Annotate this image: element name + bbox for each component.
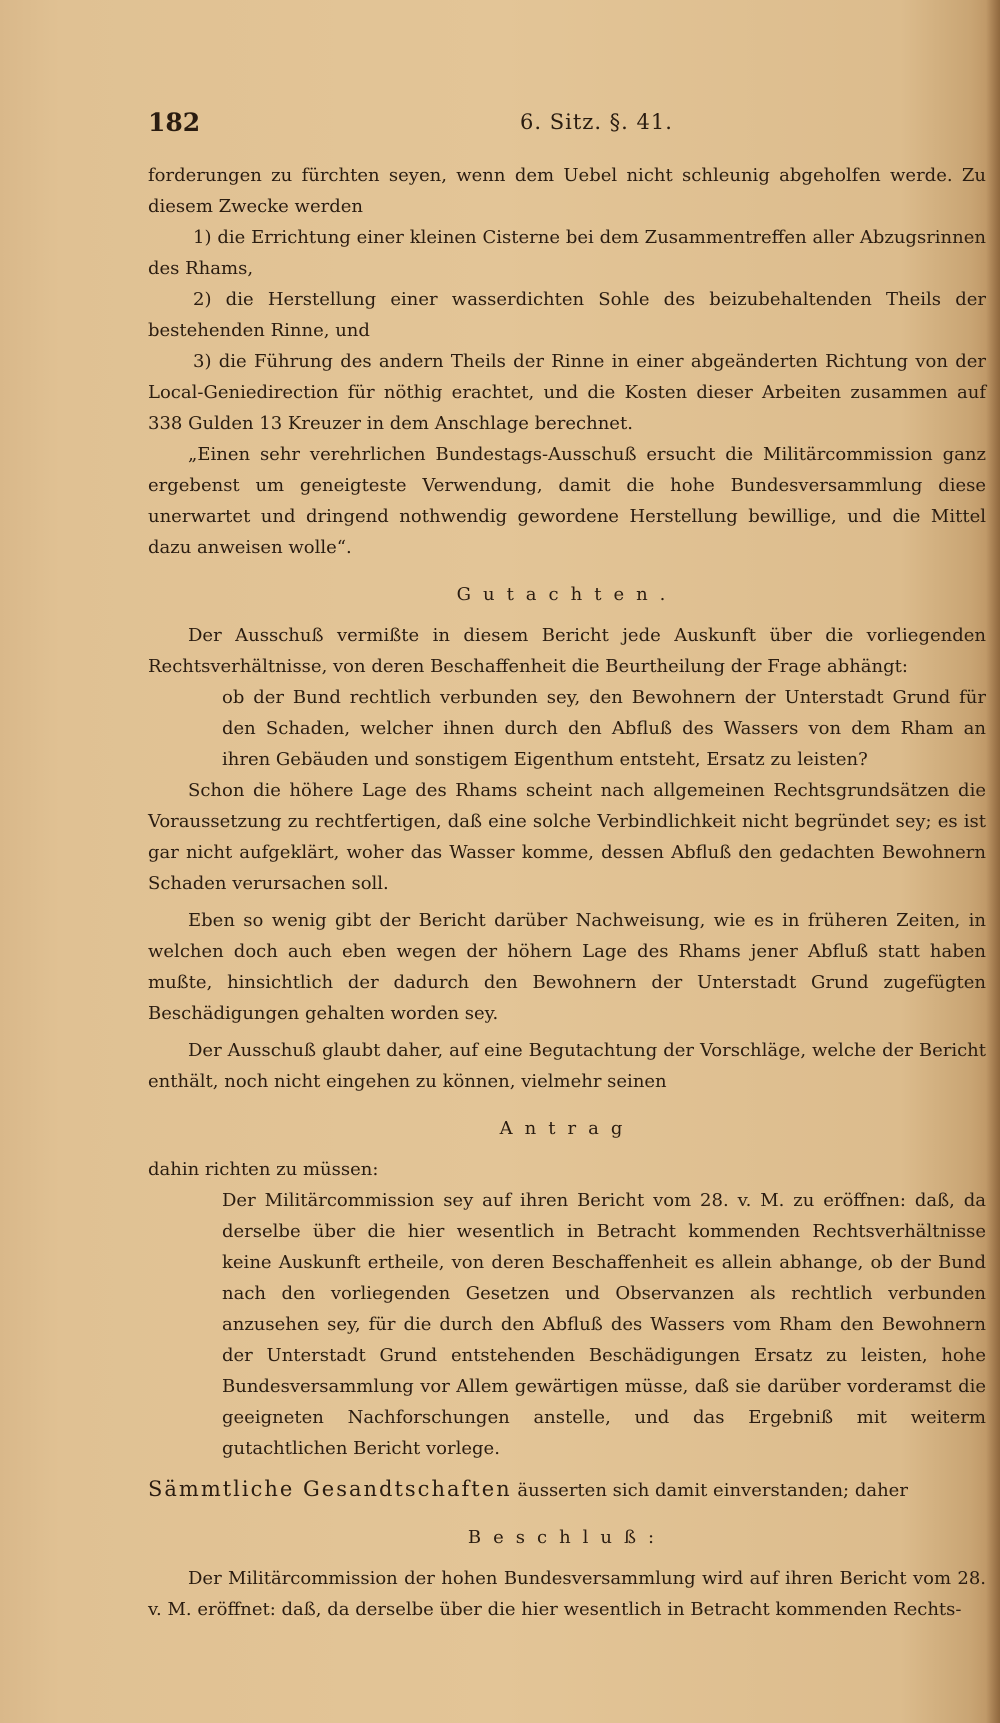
embassies-rest: äusserten sich damit einverstanden; daher <box>511 1480 908 1501</box>
page-number: 182 <box>148 108 201 137</box>
paragraph-history: Eben so wenig gibt der Bericht darüber Nachweisung, wie es in früheren Zeiten, in welchen doch auch eben wegen der höhern Lage des Rhams jener Abfluß statt haben mußte, hinsichtlich der dadurch den Bewohnern der Unterstadt Grund zugefügten Beschädigungen gehalten worden sey. <box>148 910 986 1024</box>
proposal-paragraph: Der Militärcommission sey auf ihren Bericht vom 28. v. M. zu eröffnen: daß, da derselbe über die hier wesentlich in Betracht kommenden Rechtsverhältnisse keine Auskunft ertheile, von deren Beschaffenheit es allein abhange, ob der Bund nach den vorliegenden Gesetzen und Observanzen als rechtlich verbunden anzusehen sey, für die durch den Abfluß des Wassers vom Rham den Bewohnern der Unterstadt Grund entstehenden Beschädigungen Ersatz zu leisten, hohe Bundesversammlung vor Allem gewärtigen müsse, daß sie darüber vorderamst die geeigneten Nachforschungen anstelle, und das Ergebniß mit weiterm gutachtlichen Bericht vorlege. <box>222 1190 986 1459</box>
embassies-lead: Sämmtliche Gesandtschaften <box>148 1477 512 1501</box>
page-body <box>148 160 986 1625</box>
quote-paragraph: „Einen sehr verehrlichen Bundestags-Ausschuß ersucht die Militärcommission ganz ergebenst um geneigteste Verwendung, damit die hohe Bundesversammlung diese unerwartet und dringend nothwendig gewordene Herstellung bewillige, und die Mittel dazu anweisen wolle“. <box>148 444 986 558</box>
running-head: 6. Sitz. §. 41. <box>520 110 673 134</box>
paragraph-intro: forderungen zu fürchten seyen, wenn dem Uebel nicht schleunig abgeholfen werde. Zu diesem Zwecke werden <box>148 165 986 217</box>
heading-antrag: Antrag <box>499 1118 635 1139</box>
paragraph-location: Schon die höhere Lage des Rhams scheint nach allgemeinen Rechtsgrundsätzen die Voraussetzung zu rechtfertigen, daß eine solche Verbindlichkeit nicht begründet sey; es ist gar nicht aufgeklärt, woher das Wasser komme, dessen Abfluß den gedachten Bewohnern Schaden verursachen soll. <box>148 780 986 894</box>
heading-beschluss: Beschluß: <box>467 1527 667 1548</box>
paragraph-conclusion: Der Ausschuß glaubt daher, auf eine Begutachtung der Vorschläge, welche der Bericht enthält, noch nicht eingehen zu können, vielmehr seinen <box>148 1040 986 1092</box>
list-item-2: 2) die Herstellung einer wasserdichten Sohle des beizubehaltenden Theils der bestehenden Rinne, und <box>148 289 986 341</box>
paragraph-direction: dahin richten zu müssen: <box>148 1159 379 1180</box>
list-item-1: 1) die Errichtung einer kleinen Cisterne bei dem Zusammentreffen aller Abzugsrinnen des Rhams, <box>148 227 986 279</box>
paragraph-embassies <box>148 1474 986 1506</box>
heading-gutachten: Gutachten. <box>456 584 678 605</box>
question-paragraph: ob der Bund rechtlich verbunden sey, den Bewohnern der Unterstadt Grund für den Schaden, welcher ihnen durch den Abfluß des Wassers von dem Rham an ihren Gebäuden und sonstigem Eigenthum entsteht, Ersatz zu leisten? <box>222 687 986 770</box>
page-edge-shadow <box>986 0 1000 1723</box>
paragraph-committee: Der Ausschuß vermißte in diesem Bericht jede Auskunft über die vorliegenden Rechtsverhältnisse, von deren Beschaffenheit die Beurtheilung der Frage abhängt: <box>148 625 986 677</box>
page-header <box>148 108 910 144</box>
list-item-3: 3) die Führung des andern Theils der Rinne in einer abgeänderten Richtung von der Local-Geniedirection für nöthig erachtet, und die Kosten dieser Arbeiten zusammen auf 338 Gulden 13 Kreuzer in dem Anschlage berechnet. <box>148 351 986 434</box>
paragraph-resolution: Der Militärcommission der hohen Bundesversammlung wird auf ihren Bericht vom 28. v. M. eröffnet: daß, da derselbe über die hier wesentlich in Betracht kommenden Rechts- <box>148 1568 986 1620</box>
